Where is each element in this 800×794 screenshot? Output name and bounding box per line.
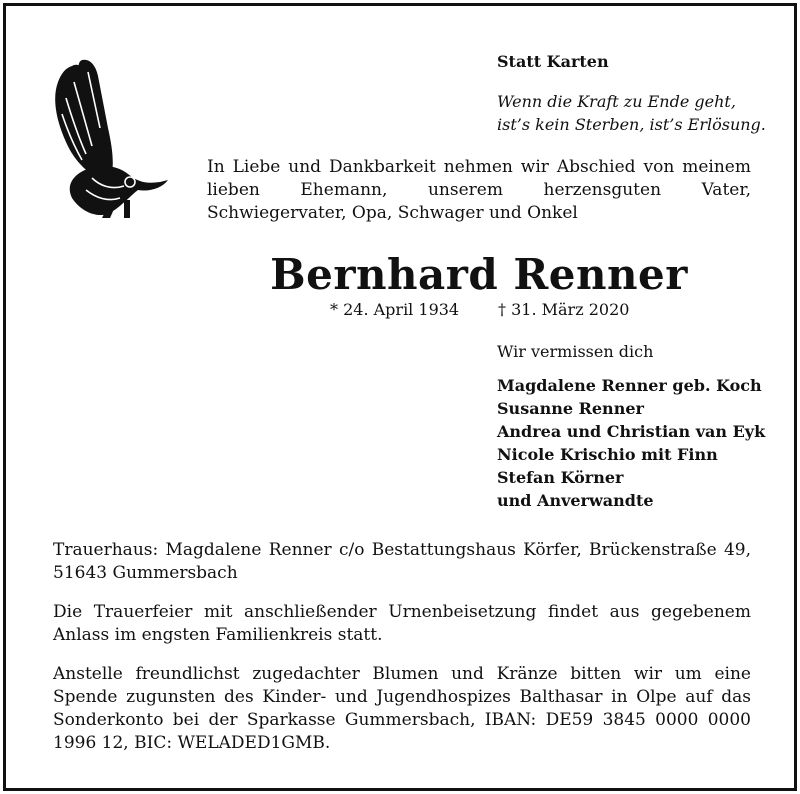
verse-line: Wenn die Kraft zu Ende geht, [497,92,736,111]
trauerhaus-address: Trauerhaus: Magdalene Renner c/o Bestattungshaus Körfer, Brückenstraße 49, 51643 Gummersbach [53,540,751,583]
mourner-name: Susanne Renner [497,399,644,418]
mourners-intro: Wir vermissen dich [497,342,654,361]
mourner-name: Nicole Krischio mit Finn [497,445,718,464]
mourner-name: Magdalene Renner geb. Koch [497,376,762,395]
mourners-list [497,374,765,512]
mourner-name: Stefan Körner [497,468,624,487]
mourner-name: Andrea und Christian van Eyk [497,422,766,441]
mourner-name: und Anverwandte [497,491,654,510]
verse-line: ist’s kein Sterben, ist’s Erlösung. [497,115,766,134]
memorial-verse [497,90,766,136]
birth-date: * 24. April 1934 [330,300,460,319]
intro-text: In Liebe und Dankbarkeit nehmen wir Abschied von meinem lieben Ehemann, unserem herzensguten Vater, Schwiegervater, Opa, Schwager und Onkel [207,157,751,223]
obituary-notice [3,3,797,791]
donation-info: Anstelle freundlichst zugedachter Blumen und Kränze bitten wir um eine Spende zugunsten des Kinder- und Jugendhospizes Balthasar in Olpe auf das Sonderkonto bei der Sparkasse Gummersbach, IBAN: DE59 3845 0000 0000 1996 12, BIC: WELADED1GMB. [53,664,751,753]
statt-karten-heading: Statt Karten [497,52,609,71]
praying-hands-icon [42,58,180,218]
deceased-name: Bernhard Renner [270,250,688,299]
funeral-info: Die Trauerfeier mit anschließender Urnenbeisetzung findet aus gegebenem Anlass im engsten Familienkreis statt. [53,602,751,645]
death-date: † 31. März 2020 [498,300,630,319]
